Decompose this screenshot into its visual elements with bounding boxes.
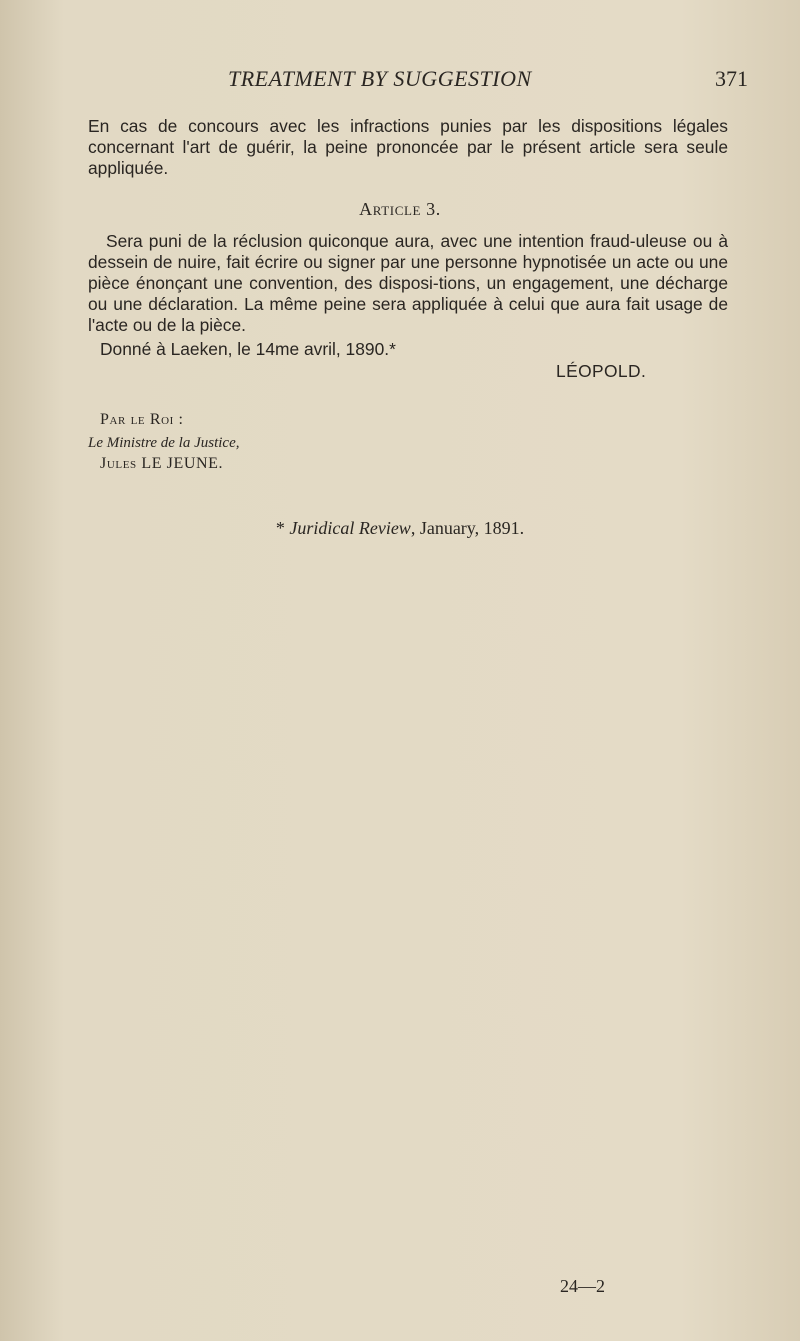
footnote-source: Juridical Review xyxy=(289,518,411,538)
paragraph-article-3: Sera puni de la réclusion quiconque aura, avec une intention fraud-uleuse ou à dessein de nuire, fait écrire ou signer par une personne hypnotisée un acte ou une pièce énonçant une convention, des disposi-tions, un engagement, une décharge ou une déclaration. La même peine sera appliquée à celui que aura fait usage de l'acte ou de la pièce. xyxy=(88,231,728,335)
footnote xyxy=(0,518,800,539)
footnote-date: , January, 1891. xyxy=(410,518,525,538)
par-le-roi: Par le Roi : xyxy=(100,411,184,428)
paragraph-concours: En cas de concours avec les infractions punies par les dispositions légales concernant l'art de guérir, la peine prononcée par le présent article sera seule appliquée. xyxy=(88,116,728,178)
article-heading: Article 3. xyxy=(359,199,441,219)
ministre-title: Le Ministre de la Justice, xyxy=(88,435,240,451)
running-head xyxy=(228,66,748,96)
running-title: TREATMENT BY SUGGESTION xyxy=(228,66,532,91)
dated-line: Donné à Laeken, le 14me avril, 1890.* xyxy=(100,339,396,359)
printer-signature-mark: 24—2 xyxy=(560,1276,605,1296)
page-number: 371 xyxy=(715,66,748,91)
footnote-marker: * xyxy=(275,518,290,538)
minister-name: Jules LE JEUNE. xyxy=(100,455,224,472)
king-signature: LÉOPOLD. xyxy=(556,361,647,381)
